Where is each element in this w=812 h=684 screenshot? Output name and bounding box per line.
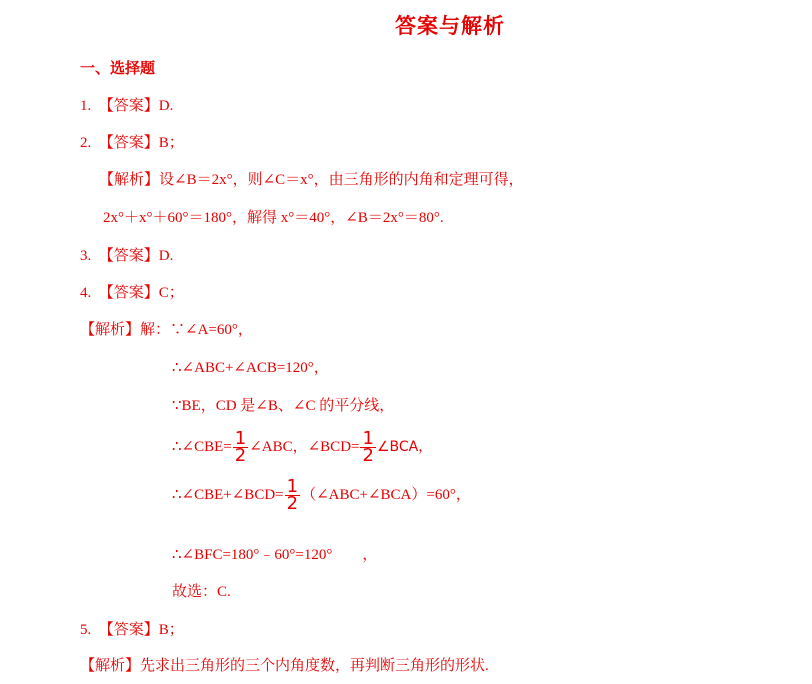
question-number: 1. [80, 98, 92, 114]
solution-step [172, 428, 432, 466]
question-number: 4. [80, 285, 92, 301]
step-text: ∠BCA， [376, 439, 433, 455]
analysis-line: 【解析】先求出三角形的三个内角度数，再判断三角形的形状. [80, 658, 489, 674]
fraction [285, 476, 300, 515]
section-heading: 一、选择题 [80, 59, 156, 77]
answer-text: 【答案】B； [98, 622, 184, 638]
answer-text: 【答案】C； [98, 285, 184, 301]
solution-step: ∵BE，CD 是∠B、∠C 的平分线， [172, 398, 395, 414]
question-1 [80, 96, 173, 116]
solution-step: ∴∠BFC=180°﹣60°=120° ， [172, 547, 378, 563]
solution-step: ∴∠ABC+∠ACB=120°， [172, 360, 329, 376]
question-number: 3. [80, 248, 92, 264]
answer-text: 【答案】D. [98, 98, 174, 114]
question-2 [80, 133, 184, 153]
step-text: （∠ABC+∠BCA）=60°， [301, 487, 471, 503]
fraction [360, 428, 375, 467]
answer-text: 【答案】B； [98, 135, 184, 151]
question-number: 5. [80, 622, 92, 638]
analysis-line: 2x°＋x°＋60°＝180°，解得 x°＝40°，∠B＝2x°＝80°. [103, 210, 444, 226]
question-5 [80, 620, 184, 640]
step-text: ∴∠CBE= [172, 439, 232, 455]
fraction-numerator: 1 [234, 428, 247, 450]
step-text: ∴∠CBE+∠BCD= [172, 487, 284, 503]
fraction-numerator: 1 [286, 476, 299, 498]
analysis-line: 【解析】解：∵∠A=60°， [80, 322, 253, 338]
question-number: 2. [80, 135, 92, 151]
page-title: 答案与解析 [395, 14, 505, 38]
fraction [233, 428, 248, 467]
solution-step: 故选：C. [172, 584, 231, 600]
fraction-denominator: 2 [362, 445, 374, 467]
answer-text: 【答案】D. [98, 248, 174, 264]
fraction-denominator: 2 [234, 445, 247, 467]
question-4 [80, 283, 184, 303]
solution-step [172, 476, 471, 514]
fraction-numerator: 1 [362, 428, 374, 450]
fraction-denominator: 2 [286, 493, 299, 515]
analysis-line: 【解析】设∠B＝2x°，则∠C＝x°，由三角形的内角和定理可得， [99, 172, 524, 188]
question-3 [80, 246, 173, 266]
step-text: ∠ABC，∠BCD= [249, 439, 360, 455]
